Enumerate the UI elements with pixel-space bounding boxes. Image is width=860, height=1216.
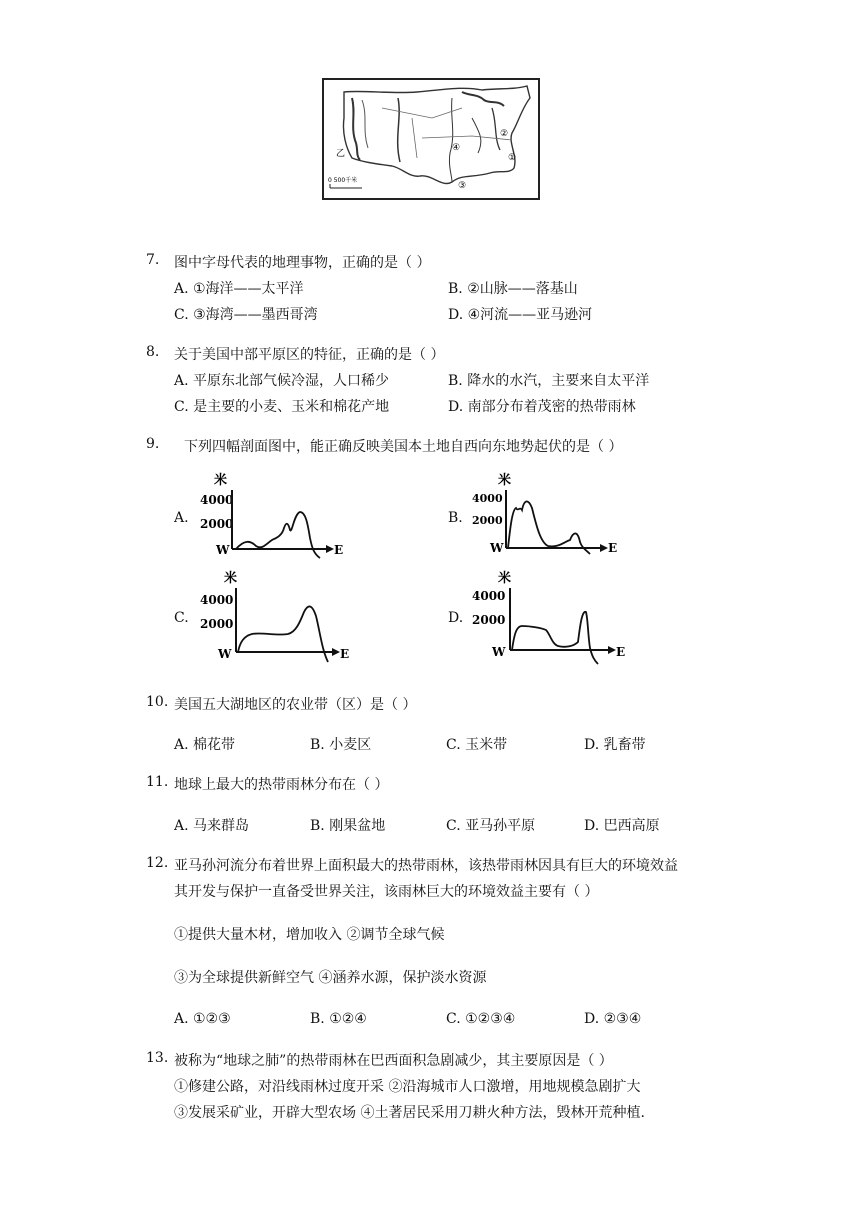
q12-option-d[interactable]: D. ②③④: [584, 1011, 642, 1027]
map-marker-4: ④: [452, 143, 461, 153]
q11-number: 11.: [146, 774, 169, 790]
profile-b-e: E: [608, 541, 618, 555]
profile-a-e: E: [334, 543, 344, 557]
q13-number: 13.: [146, 1050, 169, 1066]
profile-d-tick-2000: 2000: [472, 613, 506, 627]
q9-profile-d[interactable]: [470, 566, 630, 666]
q11-option-c[interactable]: C. 亚马孙平原: [446, 818, 536, 834]
q12-items-line2: ③为全球提供新鲜空气 ④涵养水源，保护淡水资源: [174, 970, 487, 986]
map-marker-3: ③: [458, 181, 467, 191]
q10-stem: 美国五大湖地区的农业带（区）是（ ）: [174, 697, 417, 713]
q12-items-line1: ①提供大量木材，增加收入 ②调节全球气候: [174, 927, 445, 943]
q13-items-line2: ③发展采矿业，开辟大型农场 ④土著居民采用刀耕火种方法，毁林开荒种植.: [174, 1105, 645, 1121]
q7-option-b[interactable]: B. ②山脉——落基山: [448, 281, 578, 297]
q12-option-a[interactable]: A. ①②③: [174, 1011, 231, 1027]
q10-option-a[interactable]: A. 棉花带: [174, 737, 236, 753]
profile-c-w: W: [218, 647, 232, 661]
profile-b-tick-4000: 4000: [472, 492, 503, 505]
q9-option-d-letter[interactable]: D.: [448, 610, 464, 626]
profile-d-e: E: [616, 645, 626, 659]
q9-option-c-letter[interactable]: C.: [174, 610, 189, 626]
map-marker-yi: 乙: [336, 149, 346, 159]
map-marker-2: ②: [500, 129, 509, 139]
q11-option-d[interactable]: D. 巴西高原: [584, 818, 660, 834]
q10-option-d[interactable]: D. 乳畜带: [584, 737, 646, 753]
q7-option-c[interactable]: C. ③海湾——墨西哥湾: [174, 307, 318, 323]
profile-d-tick-4000: 4000: [472, 589, 506, 603]
profile-a-ylabel: 米: [214, 473, 228, 488]
q11-option-a[interactable]: A. 马来群岛: [174, 818, 250, 834]
profile-c-tick-2000: 2000: [200, 617, 234, 631]
q10-option-c[interactable]: C. 玉米带: [446, 737, 508, 753]
profile-b-tick-2000: 2000: [472, 514, 503, 527]
q11-option-b[interactable]: B. 刚果盆地: [310, 818, 386, 834]
q7-option-a[interactable]: A. ①海洋——太平洋: [174, 281, 304, 297]
map-scale: 0 500千米: [328, 177, 358, 184]
q12-stem-line2: 其开发与保护一直备受世界关注，该雨林巨大的环境效益主要有（ ）: [174, 884, 599, 900]
map-marker-1: ①: [508, 153, 517, 163]
q12-option-c[interactable]: C. ①②③④: [446, 1011, 516, 1027]
q7-option-d[interactable]: D. ④河流——亚马逊河: [448, 307, 593, 323]
q12-stem-line1: 亚马孙河流分布着世界上面积最大的热带雨林，该热带雨林因具有巨大的环境效益: [174, 858, 678, 874]
q13-items-line1: ①修建公路，对沿线雨林过度开采 ②沿海城市人口激增，用地规模急剧扩大: [174, 1079, 641, 1095]
q9-number: 9.: [146, 436, 160, 452]
q10-number: 10.: [146, 694, 169, 710]
q9-profile-a[interactable]: [196, 470, 356, 565]
q9-option-a-letter[interactable]: A.: [174, 510, 189, 526]
profile-c-e: E: [340, 647, 350, 661]
profile-a-tick-2000: 2000: [200, 517, 234, 531]
q9-profile-b[interactable]: [470, 470, 630, 565]
profile-b-w: W: [490, 541, 504, 555]
q9-stem: 下列四幅剖面图中，能正确反映美国本土地自西向东地势起伏的是（ ）: [184, 439, 623, 455]
profile-a-w: W: [216, 543, 230, 557]
q9-option-b-letter[interactable]: B.: [448, 510, 463, 526]
profile-c-tick-4000: 4000: [200, 593, 234, 607]
q12-number: 12.: [146, 855, 169, 871]
profile-d-w: W: [492, 645, 506, 659]
q12-option-b[interactable]: B. ①②④: [310, 1011, 367, 1027]
profile-c-ylabel: 米: [224, 571, 238, 586]
profile-b-ylabel: 米: [498, 473, 512, 488]
profile-a-tick-4000: 4000: [200, 493, 234, 507]
q8-option-c[interactable]: C. 是主要的小麦、玉米和棉花产地: [174, 399, 390, 415]
q7-number: 7.: [146, 252, 160, 268]
profile-d-ylabel: 米: [498, 571, 512, 586]
q13-stem: 被称为“地球之肺”的热带雨林在巴西面积急剧减少，其主要原因是（ ）: [174, 1053, 613, 1069]
q8-number: 8.: [146, 344, 160, 360]
q8-option-b[interactable]: B. 降水的水汽，主要来自太平洋: [448, 373, 650, 389]
q8-option-d[interactable]: D. 南部分布着茂密的热带雨林: [448, 399, 636, 415]
q11-stem: 地球上最大的热带雨林分布在（ ）: [174, 777, 389, 793]
q7-stem: 图中字母代表的地理事物，正确的是（ ）: [174, 255, 431, 271]
usa-map-figure: [322, 78, 540, 200]
q9-profile-c[interactable]: [196, 566, 356, 666]
q8-option-a[interactable]: A. 平原东北部气候冷湿，人口稀少: [174, 373, 390, 389]
q10-option-b[interactable]: B. 小麦区: [310, 737, 372, 753]
q8-stem: 关于美国中部平原区的特征，正确的是（ ）: [174, 347, 445, 363]
